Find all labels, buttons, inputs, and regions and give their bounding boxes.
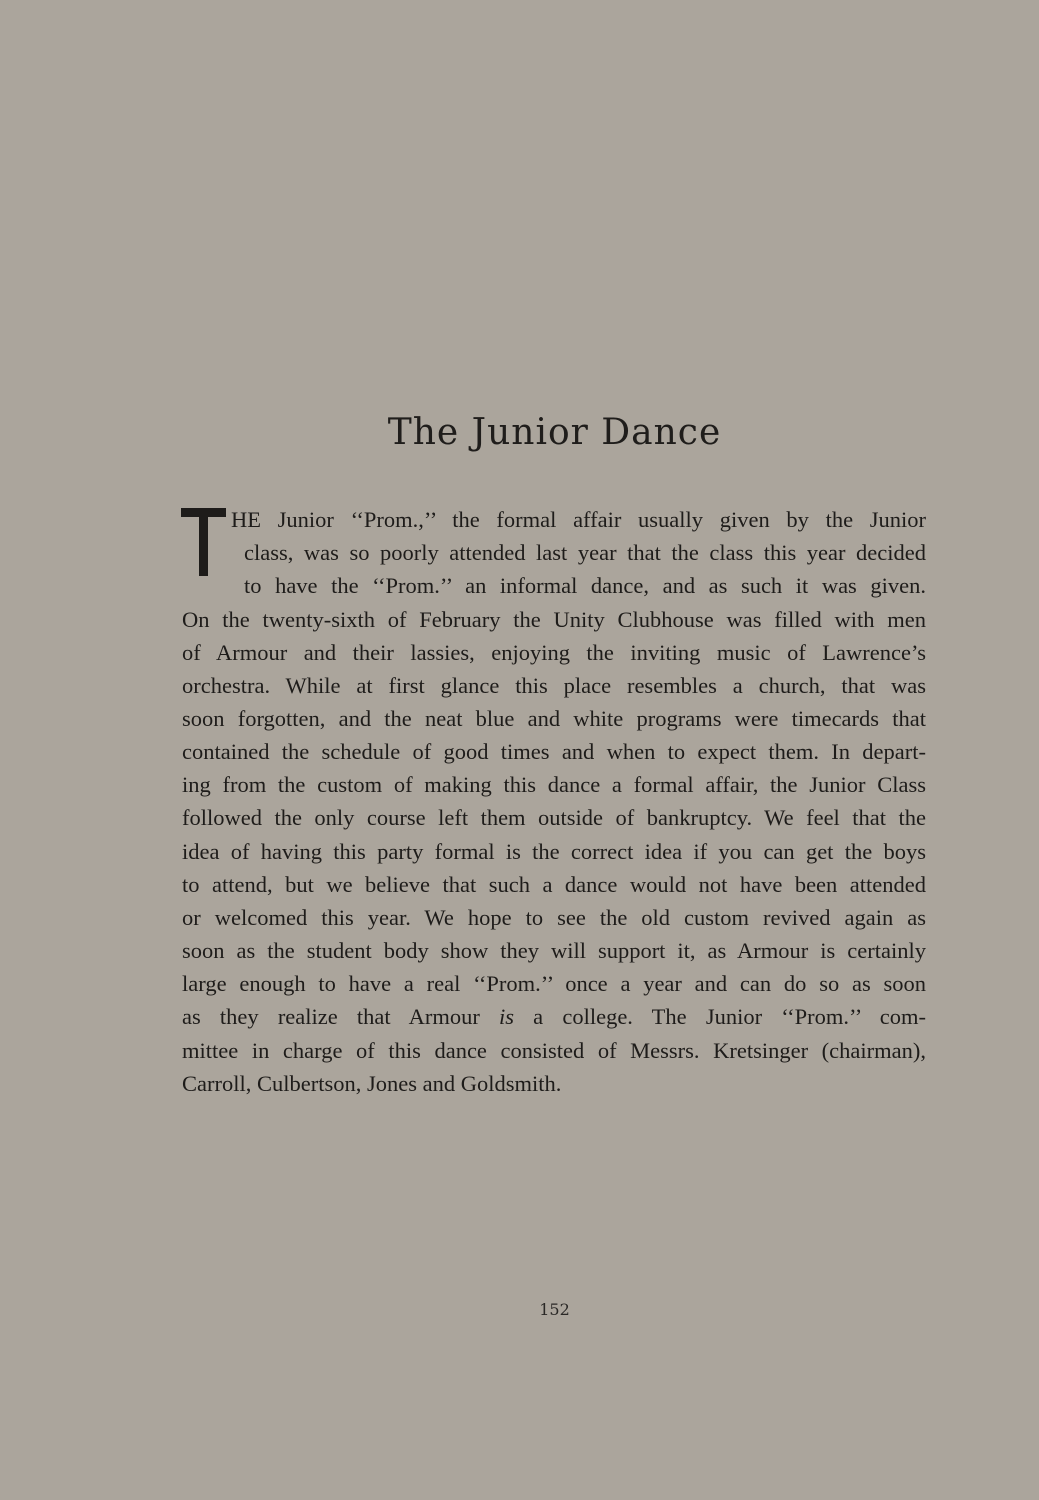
paragraph-line: to have the ‘‘Prom.’’ an informal dance, and as such it was given.	[244, 573, 926, 598]
paragraph-line: Carroll, Culbertson, Jones and Goldsmith.	[182, 1071, 562, 1096]
page-title: The Junior Dance	[387, 412, 722, 453]
paragraph-line: followed the only course left them outside of bankruptcy. We feel that the	[182, 805, 926, 830]
paragraph-line: ing from the custom of making this dance a formal affair, the Junior Class	[182, 772, 926, 797]
paragraph-line: large enough to have a real ‘‘Prom.’’ once a year and can do so as soon	[182, 971, 926, 996]
paragraph-line: mittee in charge of this dance consisted of Messrs. Kretsinger (chairman),	[182, 1038, 926, 1063]
paragraph-line: soon as the student body show they will support it, as Armour is certainly	[182, 938, 926, 963]
paragraph-line: On the twenty-sixth of February the Unity Clubhouse was filled with men	[182, 607, 926, 632]
paragraph-line: of Armour and their lassies, enjoying the inviting music of Lawrence’s	[182, 640, 926, 665]
paragraph-line: as they realize that Armour is a college. The Junior ‘‘Prom.’’ com-	[182, 1004, 926, 1029]
paragraph-line: to attend, but we believe that such a dance would not have been attended	[182, 872, 926, 897]
paragraph-line: soon forgotten, and the neat blue and white programs were timecards that	[182, 706, 926, 731]
paragraph-line: idea of having this party formal is the correct idea if you can get the boys	[182, 839, 926, 864]
drop-cap-letter	[181, 508, 226, 576]
paragraph-line: class, was so poorly attended last year that the class this year decided	[244, 540, 926, 565]
paragraph-line: orchestra. While at first glance this place resembles a church, that was	[182, 673, 926, 698]
drop-cap-stem	[199, 514, 208, 576]
paragraph-line: HE Junior ‘‘Prom.,’’ the formal affair usually given by the Junior	[231, 507, 926, 532]
page-number: 152	[539, 1300, 570, 1319]
paragraph-line: contained the schedule of good times and when to expect them. In depart-	[182, 739, 926, 764]
paragraph-line: or welcomed this year. We hope to see the old custom revived again as	[182, 905, 926, 930]
